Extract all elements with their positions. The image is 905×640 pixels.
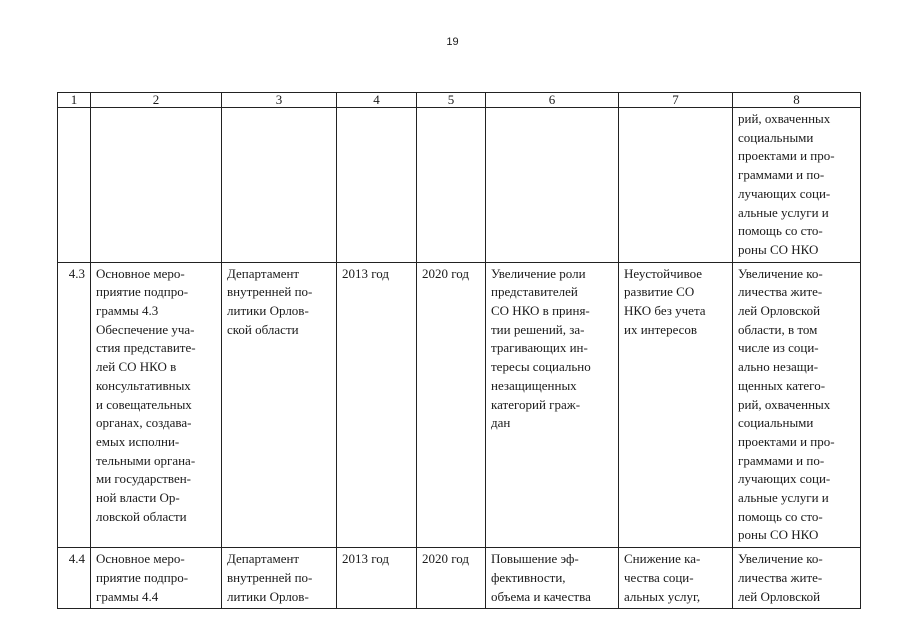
cell-text-line: помощь со сто- [738,223,823,239]
header-col-5: 5 [417,93,486,108]
cell-text-line: тельными органа- [96,452,196,468]
consequence-cell [619,108,733,263]
cell-text-line: представителей [491,284,578,300]
header-col-3: 3 [222,93,337,108]
measure-cell [91,108,222,263]
cell-text-line: их интересов [624,321,698,337]
start-year-cell [337,108,417,263]
consequence-cell [619,262,733,548]
expected-result-cell [486,262,619,548]
cell-text-line: литики Орлов- [227,588,309,604]
header-col-4: 4 [337,93,417,108]
cell-text-line: ловской области [96,508,187,524]
cell-text-line: лей Орловской [738,303,821,319]
cell-text-line: Департамент [227,551,300,567]
header-col-2: 2 [91,93,222,108]
indicator-cell [733,108,861,263]
start-year-cell: 2013 год [337,548,417,609]
cell-text-line: ской области [227,321,299,337]
cell-text-line: приятие подпро- [96,569,189,585]
cell-text-line: дан [491,415,511,431]
indicator-cell [733,548,861,609]
cell-text-line: Увеличение ко- [738,551,823,567]
row-number: 4.3 [58,262,91,548]
cell-text-line: помощь со сто- [738,508,823,524]
cell-text-line: лучающих соци- [738,185,831,201]
cell-text-line: граммами и по- [738,167,825,183]
cell-text-line: литики Орлов- [227,303,309,319]
cell-text-line: тересы социально [491,359,591,375]
cell-text-line: граммами и по- [738,452,825,468]
cell-text-line: социальными [738,415,814,431]
cell-text-line: граммы 4.4 [96,588,159,604]
cell-text-line: СО НКО в приня- [491,303,590,319]
cell-text-line: развитие СО [624,284,695,300]
measure-cell [91,548,222,609]
cell-text-line: ально незащи- [738,359,819,375]
cell-text-line: лей СО НКО в [96,359,177,375]
cell-text-line: Основное меро- [96,551,185,567]
cell-text-line: ной власти Ор- [96,490,180,506]
end-year-cell: 2020 год [417,548,486,609]
cell-text-line: лей Орловской [738,588,821,604]
cell-text-line: альные услуги и [738,204,829,220]
cell-text-line: консультативных [96,377,191,393]
executor-cell [222,108,337,263]
cell-text-line: фективности, [491,569,566,585]
table-row [58,108,861,263]
cell-text-line: Снижение ка- [624,551,701,567]
cell-text-line: органах, создава- [96,415,192,431]
cell-text-line: граммы 4.3 [96,303,159,319]
cell-text-line: личества жите- [738,569,823,585]
cell-text-line: щенных катего- [738,377,826,393]
cell-text-line: Основное меро- [96,265,185,281]
header-col-7: 7 [619,93,733,108]
page-number: 19 [446,36,459,48]
cell-text-line: Неустойчивое [624,265,703,281]
cell-text-line: трагивающих ин- [491,340,588,356]
expected-result-cell [486,108,619,263]
cell-text-line: Обеспечение уча- [96,321,195,337]
row-number: 4.4 [58,548,91,609]
cell-text-line: и совещательных [96,396,192,412]
cell-text-line: рий, охваченных [738,111,831,126]
cell-text-line: рий, охваченных [738,396,831,412]
indicator-cell [733,262,861,548]
cell-text-line: НКО без учета [624,303,706,319]
header-col-6: 6 [486,93,619,108]
cell-text-line: роны СО НКО [738,527,819,543]
cell-text-line: числе из соци- [738,340,819,356]
end-year-cell: 2020 год [417,262,486,548]
cell-text-line: внутренней по- [227,284,313,300]
end-year-cell [417,108,486,263]
cell-text-line: альные услуги и [738,490,829,506]
expected-result-cell [486,548,619,609]
cell-text-line: чества соци- [624,569,694,585]
cell-text-line: внутренней по- [227,569,313,585]
cell-text-line: ми государствен- [96,471,191,487]
header-col-1: 1 [58,93,91,108]
measure-cell [91,262,222,548]
cell-text-line: Увеличение роли [491,265,586,281]
cell-text-line: Увеличение ко- [738,265,823,281]
cell-text-line: тии решений, за- [491,321,585,337]
cell-text-line: приятие подпро- [96,284,189,300]
start-year-cell: 2013 год [337,262,417,548]
cell-text-line: незащищенных [491,377,577,393]
cell-text-line: Повышение эф- [491,551,579,567]
cell-text-line: лучающих соци- [738,471,831,487]
cell-text-line: емых исполни- [96,433,180,449]
executor-cell [222,548,337,609]
cell-text-line: роны СО НКО [738,241,819,257]
cell-text-line: объема и качества [491,588,591,604]
consequence-cell [619,548,733,609]
cell-text-line: социальными [738,129,814,145]
row-number [58,108,91,263]
cell-text-line: проектами и про- [738,433,835,449]
cell-text-line: личества жите- [738,284,823,300]
cell-text-line: проектами и про- [738,148,835,164]
cell-text-line: категорий граж- [491,396,581,412]
document-table [57,92,861,609]
table-row [58,262,861,548]
table-header-row [58,93,861,108]
cell-text-line: области, в том [738,321,818,337]
cell-text-line: стия представите- [96,340,196,356]
header-col-8: 8 [733,93,861,108]
cell-text-line: Департамент [227,265,300,281]
executor-cell [222,262,337,548]
cell-text-line: альных услуг, [624,588,701,604]
table-row [58,548,861,609]
